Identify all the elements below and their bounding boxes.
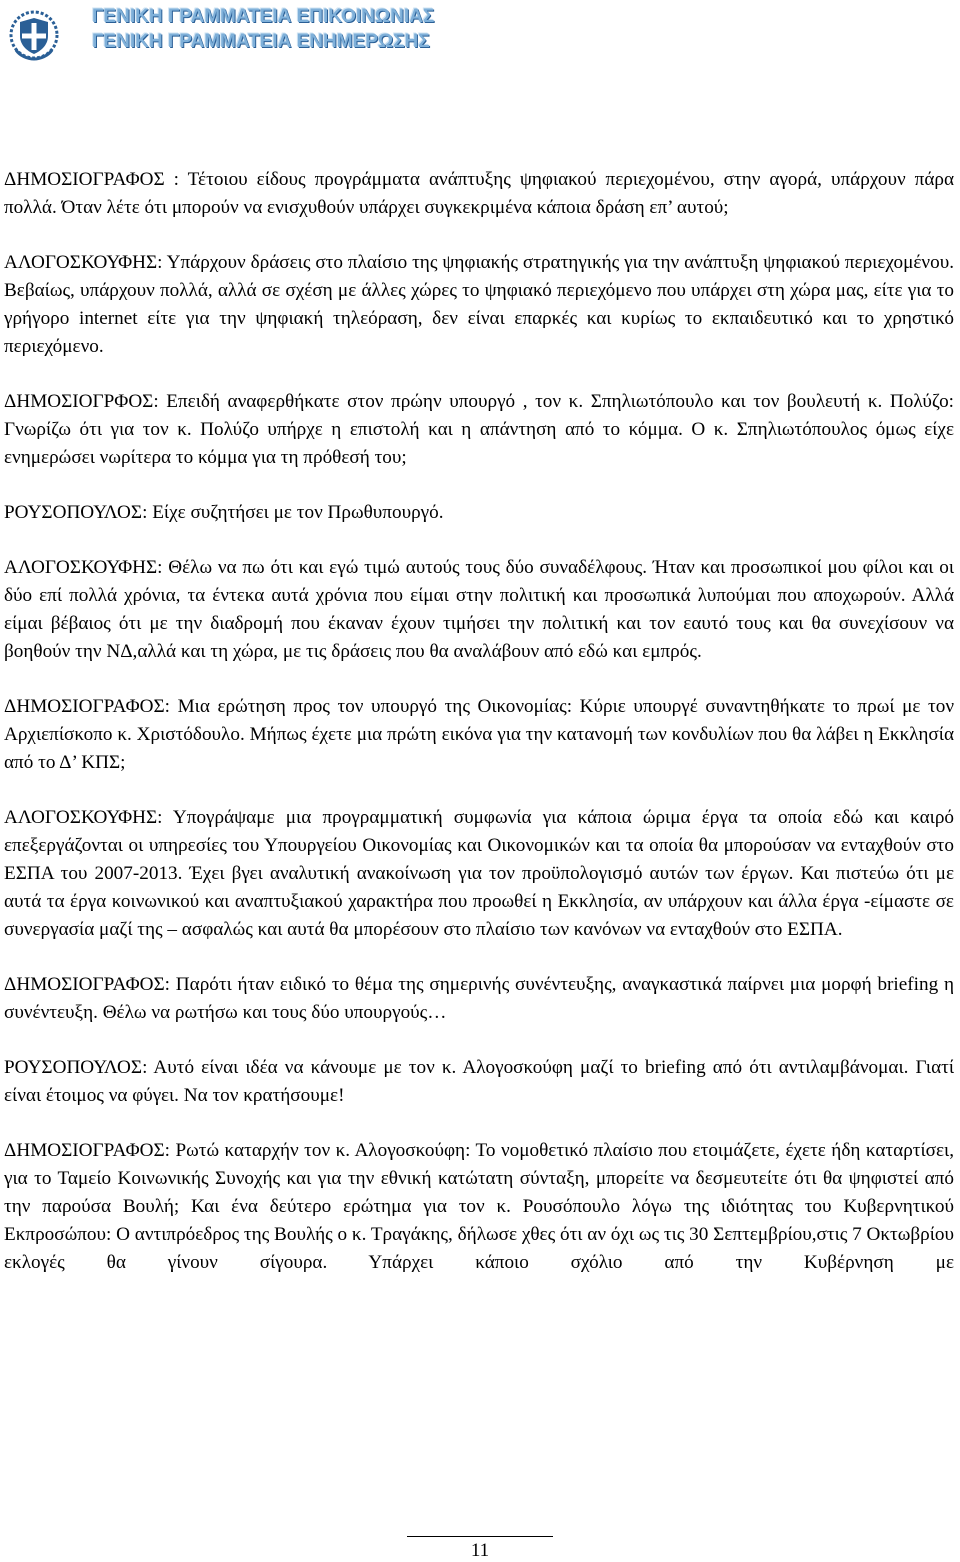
letterhead-line-communication: ΓΕΝΙΚΗ ΓΡΑΜΜΑΤΕΙΑ ΕΠΙΚΟΙΝΩΝΙΑΣ	[92, 6, 435, 27]
paragraph: ΑΛΟΓΟΣΚΟΥΦΗΣ: Υπογράψαμε μια προγραμματική συμφωνία για κάποια ώριμα έργα τα οποία εδώ και καιρό επεξεργάζονται οι υπηρεσίες του Υπουργείου Οικονομίας και Οικονομικών και τα οποία θα μπορούσαν να ενταχθούν στο ΕΣΠΑ του 2007-2013. Έχει βγει αναλυτική ανακοίνωση για τον προϋπολογισμό αυτών των έργων. Και πιστεύω ότι με αυτά τα έργα κοινωνικού και αναπτυξιακού χαρακτήρα που προωθεί η Εκκλησία, αν υπάρχουν και άλλα έργα -είμαστε σε συνεργασία μαζί της – ασφαλώς και αυτά θα μπορέσουν στο πλαίσιο των κανόνων να ενταχθούν στο ΕΣΠΑ.	[4, 807, 954, 940]
paragraph: ΔΗΜΟΣΙΟΓΡΑΦΟΣ: Ρωτώ καταρχήν τον κ. Αλογοσκούφη: Το νομοθετικό πλαίσιο που ετοιμάζετε, έχετε ήδη καταρτίσει, για το Ταμείο Κοινωνικής Συνοχής και για την εθνική κατώτατη σύνταξη, μπορείτε να δεσμευτείτε ότι θα ψηφιστεί από την παρούσα Βουλή; Και ένα δεύτερο ερώτημα για τον κ. Ρουσόπουλο λόγω της ιδιότητας του Κυβερνητικού Εκπροσώπου: Ο αντιπρόεδρος της Βουλής ο κ. Τραγάκης, δήλωσε χθες ότι αν όχι ως τις 30 Σεπτεμβρίου,στις 7 Οκτωβρίου εκλογές θα γίνουν σίγουρα. Υπάρχει κάποιο σχόλιο από την Κυβέρνηση με	[4, 1140, 954, 1273]
paragraph: ΡΟΥΣΟΠΟΥΛΟΣ: Είχε συζητήσει με τον Πρωθυπουργό.	[4, 502, 444, 523]
greek-coat-of-arms-icon	[6, 6, 62, 62]
transcript-body	[4, 166, 954, 1304]
letterhead-line-information: ΓΕΝΙΚΗ ΓΡΑΜΜΑΤΕΙΑ ΕΝΗΜΕΡΩΣΗΣ	[92, 31, 430, 52]
paragraph: ΔΗΜΟΣΙΟΓΡΑΦΟΣ: Μια ερώτηση προς τον υπουργό της Οικονομίας: Κύριε υπουργέ συναντηθήκατε το πρωί με τον Αρχιεπίσκοπο κ. Χριστόδουλο. Μήπως έχετε μια πρώτη εικόνα για την κατανομή των κονδυλίων που θα λάβει η Εκκλησία από το Δ’ ΚΠΣ;	[4, 696, 954, 773]
paragraph: ΑΛΟΓΟΣΚΟΥΦΗΣ: Υπάρχουν δράσεις στο πλαίσιο της ψηφιακής στρατηγικής για την ανάπτυξη ψηφιακού περιεχομένου. Βεβαίως, υπάρχουν πολλά, αλλά σε σχέση με άλλες χώρες το ψηφιακό περιεχόμενο που υπάρχει στη χώρα μας, είτε για το γρήγορο internet είτε για την ψηφιακή τηλεόραση, δεν είναι επαρκές και κυρίως το εκπαιδευτικό και το χρηστικό περιεχόμενο.	[4, 252, 954, 357]
paragraph: ΔΗΜΟΣΙΟΓΡΦΟΣ: Επειδή αναφερθήκατε στον πρώην υπουργό , τον κ. Σπηλιωτόπουλο και τον βουλευτή κ. Πολύζο: Γνωρίζω ότι για τον κ. Πολύζο υπήρχε η επιστολή και η απάντηση από το κόμμα. Ο κ. Σπηλιωτόπουλος όμως είχε ενημερώσει νωρίτερα το κόμμα για τη πρόθεσή του;	[4, 391, 954, 468]
paragraph: ΔΗΜΟΣΙΟΓΡΑΦΟΣ : Τέτοιου είδους προγράμματα ανάπτυξης ψηφιακού περιεχομένου, στην αγορά, υπάρχουν πάρα πολλά. Όταν λέτε ότι μπορούν να ενισχυθούν υπάρχει συγκεκριμένα κάποια δράση επ’ αυτού;	[4, 169, 954, 218]
paragraph: ΑΛΟΓΟΣΚΟΥΦΗΣ: Θέλω να πω ότι και εγώ τιμώ αυτούς τους δύο συναδέλφους. Ήταν και προσωπικοί μου φίλοι και οι δύο επί πολλά χρόνια, τα έντεκα αυτά χρόνια που είμαι στην πολιτική και προσωπικά λυπούμαι που αποχωρούν. Αλλά είμαι βέβαιος ότι με την διαδρομή που έκαναν έχουν τιμήσει την πολιτική και τον εαυτό τους και θα συνεχίσουν να βοηθούν την ΝΔ,αλλά και τη χώρα, με τις δράσεις που θα αναλάβουν από εδώ και εμπρός.	[4, 557, 954, 662]
letterhead	[0, 0, 960, 70]
footer-divider	[407, 1536, 553, 1537]
paragraph: ΔΗΜΟΣΙΟΓΡΑΦΟΣ: Παρότι ήταν ειδικό το θέμα της σημερινής συνέντευξης, αναγκαστικά παίρνει μια μορφή briefing η συνέντευξη. Θέλω να ρωτήσω και τους δύο υπουργούς…	[4, 974, 954, 1023]
paragraph: ΡΟΥΣΟΠΟΥΛΟΣ: Αυτό είναι ιδέα να κάνουμε με τον κ. Αλογοσκούφη μαζί το briefing από ότι αντιλαμβάνομαι. Γιατί είναι έτοιμος να φύγει. Να τον κρατήσουμε!	[4, 1057, 954, 1106]
page-number: 11	[470, 1540, 490, 1561]
letterhead-titles	[92, 4, 434, 54]
